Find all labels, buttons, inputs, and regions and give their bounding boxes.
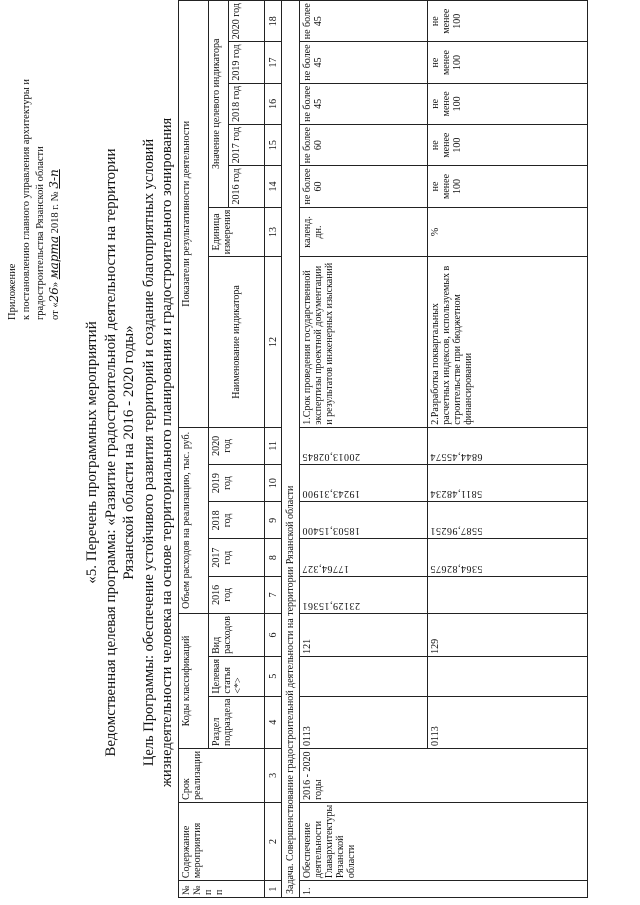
program-goal-cont: жизнедеятельности человека на основе территориального планирования и градостроительного зонирования: [159, 117, 175, 788]
appendix-line3: градостроительства Рязанской области: [35, 146, 46, 320]
val-year-2016: 2016 год: [229, 166, 265, 207]
col-section-header: Раздел подраздела: [209, 696, 265, 748]
col-term-header: Срок реализации: [179, 748, 265, 802]
cost-year-2017: 2017 год: [209, 539, 265, 576]
col-target-header: Целевая статья <*>: [209, 656, 265, 696]
val-year-2018: 2018 год: [229, 83, 265, 124]
cost-year-2019: 2019 год: [209, 464, 265, 501]
indicator-unit: %: [428, 207, 588, 257]
col-num: 10: [265, 464, 282, 501]
col-num: 7: [265, 576, 282, 613]
cost-year-2020: 2020 год: [209, 427, 265, 464]
col-num: 12: [265, 257, 282, 427]
date-prefix: от «: [50, 302, 61, 320]
date-day: 26: [47, 287, 61, 303]
indicator-value-2018: не более 45: [300, 83, 428, 124]
indicator-value-2020: не более 45: [300, 1, 428, 42]
col-targetval-header: Значение целевого индикатора: [209, 1, 229, 208]
col-num: 4: [265, 696, 282, 748]
indicator-value-2020: не менее 100: [428, 1, 588, 42]
row-number: 1.: [300, 881, 588, 898]
program-table: [178, 0, 588, 898]
task-text: Задача. Совершенствование градостроительной деятельности на территории Рязанской области: [282, 1, 300, 898]
cost-year-2018: 2018 год: [209, 502, 265, 539]
appendix-title: Приложение: [7, 263, 18, 320]
col-num: 6: [265, 614, 282, 657]
col-num: 18: [265, 1, 282, 42]
col-num: 1: [265, 881, 282, 898]
table-row: [300, 1, 428, 898]
date-year: 2018 г. №: [50, 191, 61, 234]
col-num: 17: [265, 42, 282, 83]
col-num: 11: [265, 427, 282, 464]
val-year-2017: 2017 год: [229, 125, 265, 166]
cost-2020: 6844,45574: [430, 450, 483, 462]
col-cost-header: Объем расходов на реализацию, тыс. руб.: [179, 427, 209, 613]
expense-type-code: 129: [428, 614, 588, 657]
col-unit-header: Единица измерения: [209, 207, 265, 257]
expense-type-code: 121: [300, 614, 428, 657]
cost-2020: 20013,02845: [302, 450, 360, 462]
date-mid: »: [50, 281, 61, 288]
col-content-header: Содержание мероприятия: [179, 802, 265, 880]
cost-2018: 5587,96251: [430, 525, 483, 537]
indicator-value-2016: не менее 100: [428, 166, 588, 207]
col-num: 15: [265, 125, 282, 166]
measure-term: 2016 - 2020 годы: [300, 748, 588, 802]
date-month: марта: [47, 235, 61, 280]
indicator-value-2018: не менее 100: [428, 83, 588, 124]
program-title-cont: Рязанской области на 2016 - 2020 годы»: [121, 325, 137, 580]
col-indicators-header: Показатели результативности деятельности: [179, 1, 209, 428]
val-year-2019: 2019 год: [229, 42, 265, 83]
document-number: 3-п: [47, 169, 61, 189]
cost-2018: 18503,15400: [302, 525, 360, 537]
col-indname-header: Наименование индикатора: [209, 257, 265, 427]
cost-2017: 17764,327: [302, 562, 349, 574]
cost-2019: 5811,48234: [430, 488, 483, 500]
indicator-value-2019: не более 45: [300, 42, 428, 83]
program-title: Ведомственная целевая программа: «Развитие градостроительной деятельности на территории: [103, 148, 119, 757]
indicator-unit: календ. дн.: [300, 207, 428, 257]
col-num: 14: [265, 166, 282, 207]
indicator-value-2019: не менее 100: [428, 42, 588, 83]
header-row-1: [179, 1, 209, 898]
col-exptype-header: Вид расходов: [209, 614, 265, 657]
indicator-name: 2.Разработка поквартальных расчетных индексов, используемых в строительстве при бюджетном финансировании: [428, 257, 588, 427]
val-year-2020: 2020 год: [229, 1, 265, 42]
measure-content: Обеспечение деятельности Главархитектуры Рязанской области: [300, 802, 588, 880]
col-num: 8: [265, 539, 282, 576]
target-code: [300, 656, 428, 696]
column-number-row: [265, 1, 282, 898]
col-no-header: № № п п: [179, 881, 265, 898]
indicator-value-2017: не более 60: [300, 125, 428, 166]
program-goal: Цель Программы: обеспечение устойчивого развития территорий и создание благоприятных условий: [141, 138, 157, 767]
task-row: [282, 1, 300, 898]
list-title: «5. Перечень программных мероприятий: [84, 321, 100, 584]
indicator-value-2016: не более 60: [300, 166, 428, 207]
cost-2016: 23129,15361: [302, 600, 360, 612]
cost-year-2016: 2016 год: [209, 576, 265, 613]
appendix-line2: к постановлению главного управления архитектуры и: [21, 78, 32, 320]
col-num: 2: [265, 802, 282, 880]
section-code: 0113: [300, 696, 428, 748]
col-num: 13: [265, 207, 282, 257]
col-num: 3: [265, 748, 282, 802]
cost-2017: 5364,82675: [430, 562, 483, 574]
col-num: 5: [265, 656, 282, 696]
appendix-date-line: [48, 169, 62, 320]
col-num: 9: [265, 502, 282, 539]
indicator-name: 1.Срок проведения государственной экспертизы проектной документации и результатов инженерных изысканий: [300, 257, 428, 427]
target-code: [428, 656, 588, 696]
col-codes-header: Коды классификаций: [179, 614, 209, 749]
section-code: 0113: [428, 696, 588, 748]
col-num: 16: [265, 83, 282, 124]
cost-2019: 19243,31900: [302, 488, 360, 500]
indicator-value-2017: не менее 100: [428, 125, 588, 166]
